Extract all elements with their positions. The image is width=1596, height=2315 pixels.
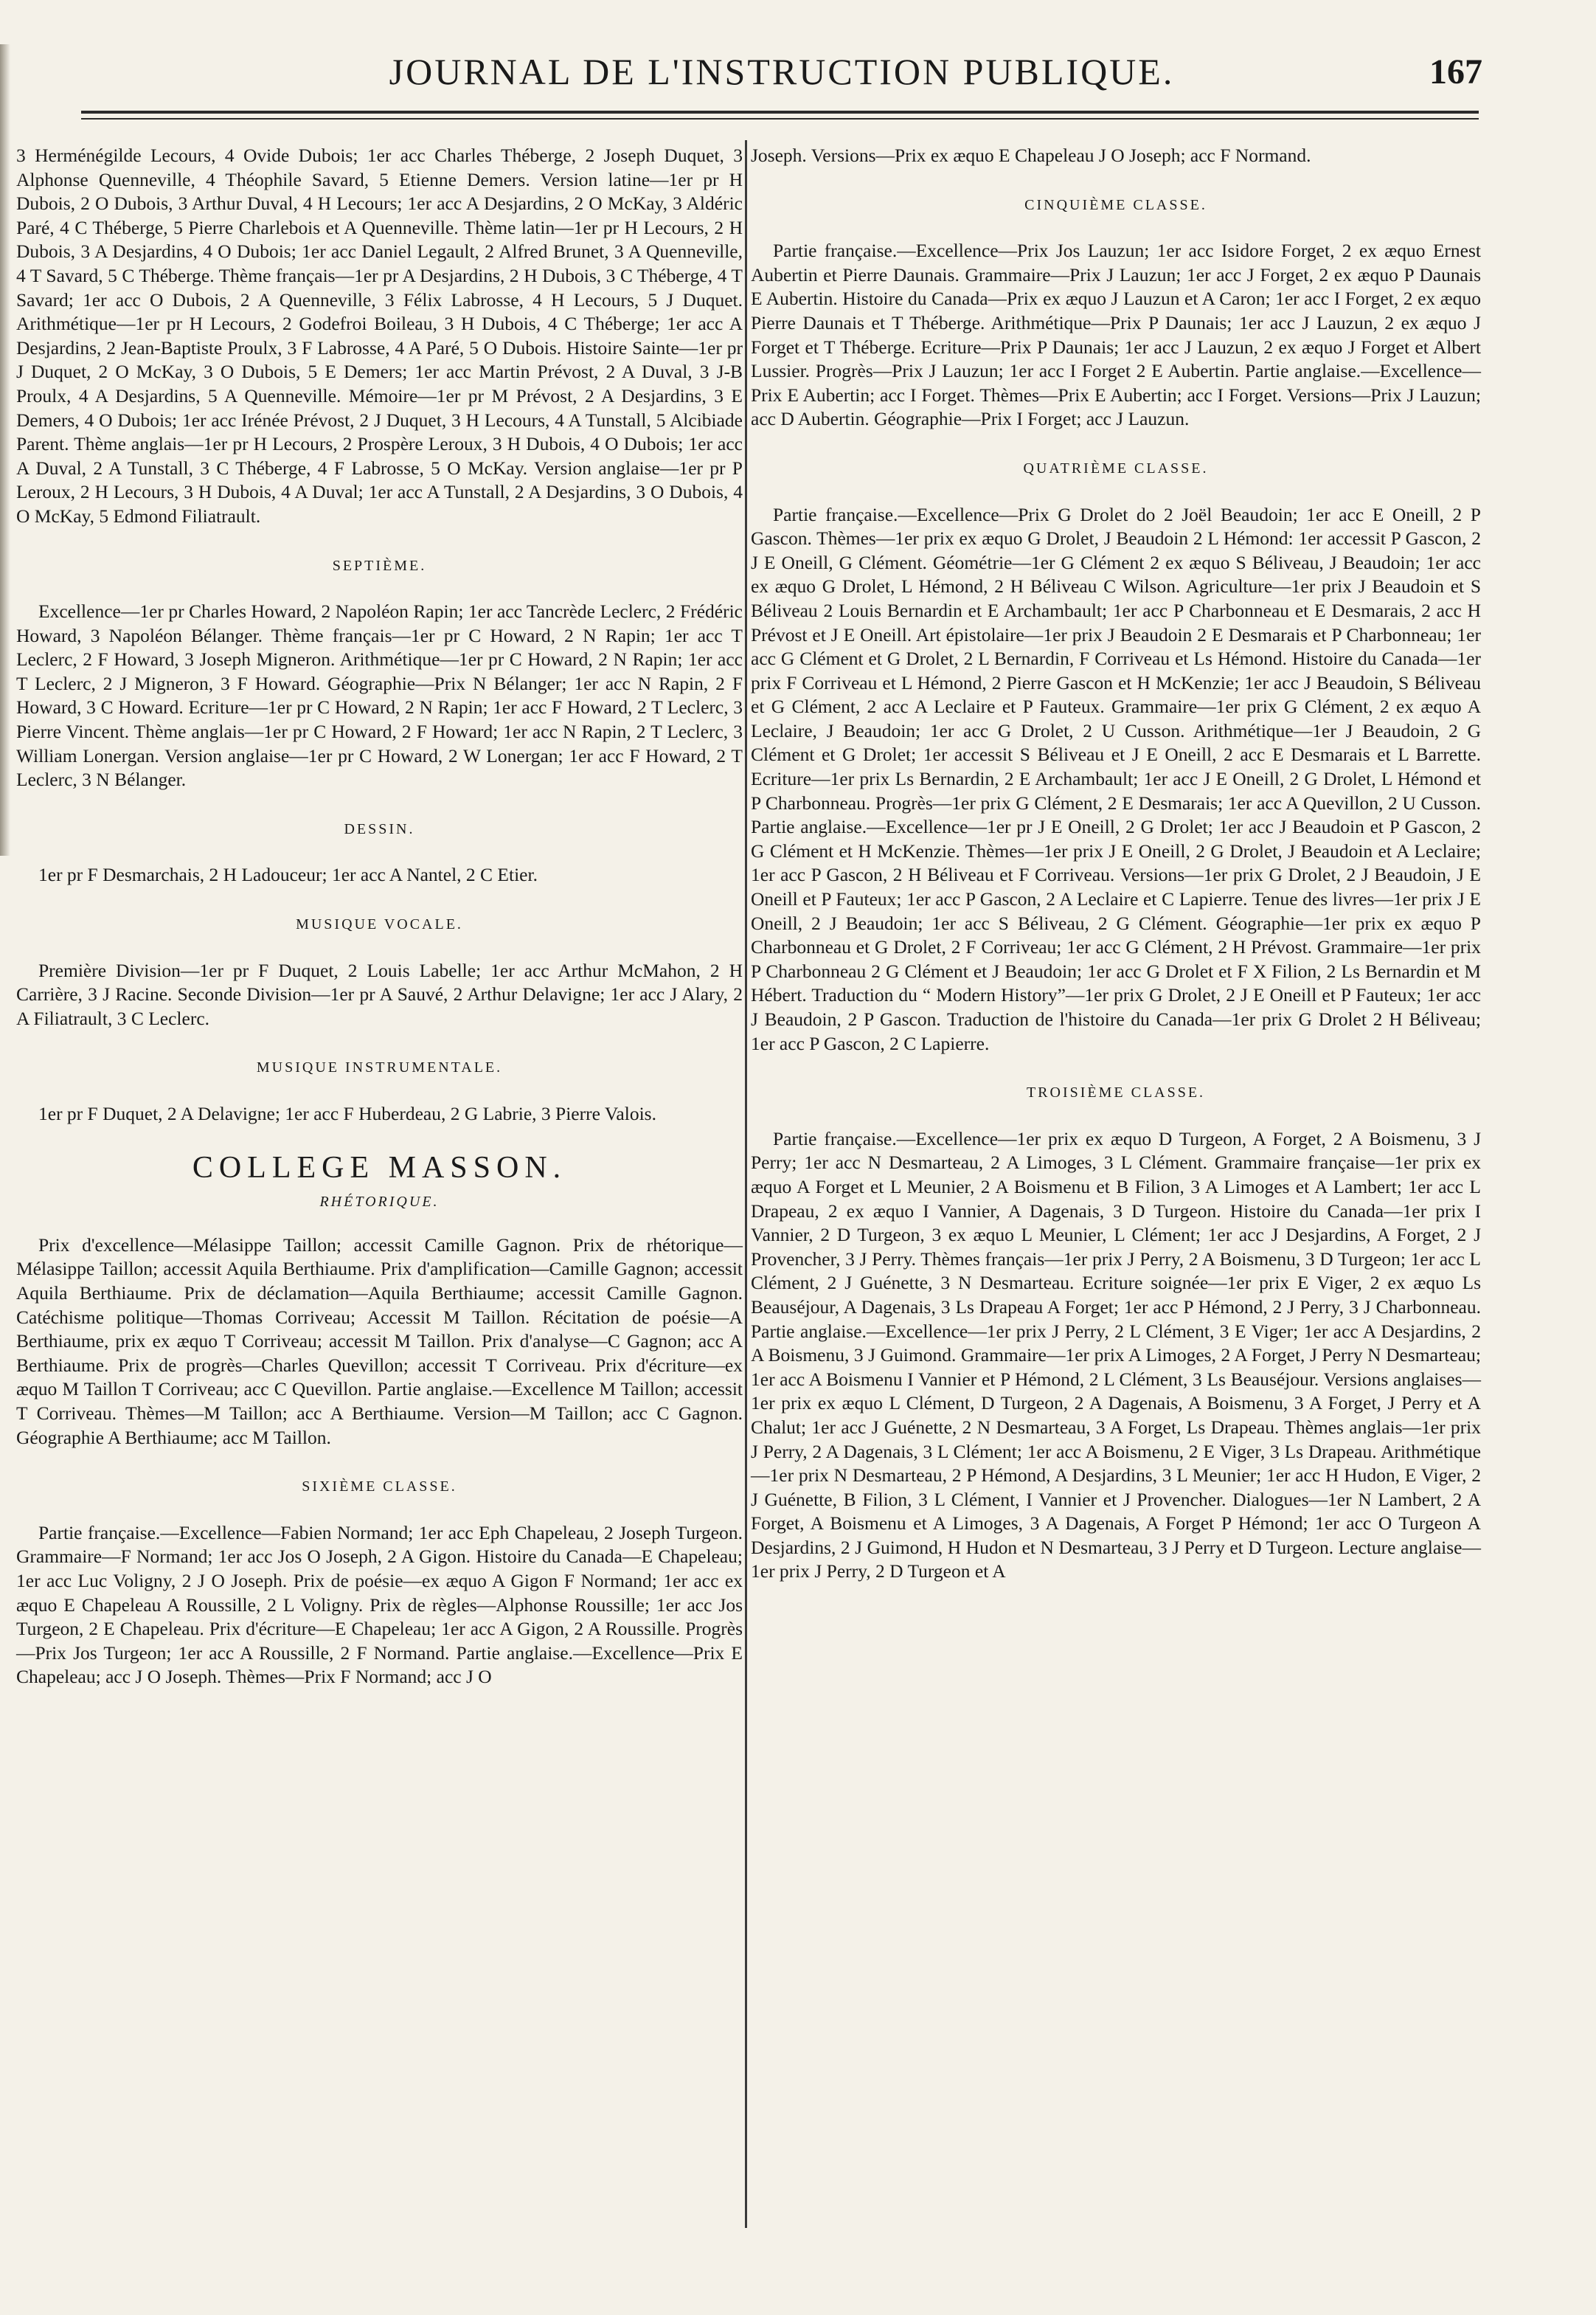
page-header bbox=[81, 43, 1482, 109]
left-column bbox=[16, 144, 743, 1689]
musique-instrumentale-heading: MUSIQUE INSTRUMENTALE. bbox=[256, 1059, 503, 1076]
troisieme-paragraph: Partie française.—Excellence—1er prix ex æquo D Turgeon, A Forget, 2 A Boismenu, 3 J Perry; 1er acc N Desmarteau, 2 A Limoges, 3 L Clément. Grammaire française—1er prix ex æquo A Forget et L Meunier, 2 A Boismenu et B Filion, 3 A Limoges et A Lambert; 1er acc L Drapeau, 2 ex æquo I Vannier, A Dagenais, 3 D Turgeon. Histoire du Canada—1er prix I Vannier, 2 D Turgeon, 3 ex æquo L Meunier, L Clément; 1er acc J Desjardins, A Forget, 2 J Provencher, 3 J Perry. Thèmes français—1er prix J Perry, 2 A Boismenu, 3 D Turgeon; 1er acc L Clément, 2 J Guénette, 3 N Desmarteau. Ecriture soignée—1er prix E Viger, 2 ex æquo Ls Beauséjour, A Dagenais, 3 Ls Drapeau A Forget; 1er acc P Hémond, 2 J Perry, 3 J Charbonneau. Partie anglaise.—Excellence—1er prix J Perry, 2 L Clément, 3 E Viger; 1er acc A Desjardins, 2 A Boismenu, 3 J Guimond. Grammaire—1er prix A Limoges, 2 A Forget, J Perry N Desmarteau; 1er acc A Boismenu I Vannier et P Hémond, 2 L Clément, 3 Ls Beauséjour. Versions anglaises—1er prix ex æquo L Clément, D Turgeon, 2 A Dagenais, A Boismenu, 3 A Forget, J Perry et A Chalut; 1er acc J Guénette, 2 N Desmarteau, 3 A Forget, Ls Drapeau. Thèmes anglais—1er prix J Perry, 2 A Dagenais, 3 L Clément; 1er acc A Boismenu, 2 E Viger, 3 Ls Drapeau. Arithmétique—1er prix N Desmarteau, 2 P Hémond, A Desjardins, 3 L Meunier; 1er acc H Hudon, E Viger, 2 J Guénette, B Filion, 3 L Clément, I Vannier et J Provencher. Dialogues—1er N Lambert, 2 A Forget, A Boismenu et A Limoges, 3 A Dagenais, A Forget P Hémond; 1er acc O Turgeon A Desjardins, 2 J Guimond, H Hudon et N Desmarteau, 3 J Perry et D Turgeon. Lecture anglaise—1er prix J Perry, 2 D Turgeon et A bbox=[751, 1127, 1481, 1582]
septieme-paragraph: Excellence—1er pr Charles Howard, 2 Napoléon Rapin; 1er acc Tancrède Leclerc, 2 Frédéric Howard, 3 Napoléon Bélanger. Thème français—1er pr C Howard, 2 N Rapin; 1er acc T Leclerc, 2 F Howard, 3 Joseph Migneron. Arithmétique—1er pr C Howard, 2 N Rapin; 1er acc T Leclerc, 2 J Migneron, 3 F Howard. Géographie—Prix N Bélanger; 1er acc N Rapin, 2 F Howard, 3 C Howard. Ecriture—1er pr C Howard, 2 N Rapin; 1er acc F Howard, 2 T Leclerc, 3 Pierre Vincent. Thème anglais—1er pr C Howard, 2 F Howard; 1er acc N Rapin, 2 T Leclerc, 3 William Lonergan. Version anglaise—1er pr C Howard, 2 W Lonergan; 1er acc F Howard, 2 T Leclerc, 3 N Bélanger. bbox=[16, 601, 743, 791]
rhetorique-heading: RHÉTORIQUE. bbox=[319, 1194, 440, 1211]
right-intro-paragraph: Joseph. Versions—Prix ex æquo E Chapeleau J O Joseph; acc F Normand. bbox=[751, 145, 1311, 166]
cinquieme-paragraph: Partie française.—Excellence—Prix Jos Lauzun; 1er acc Isidore Forget, 2 ex æquo Ernest Aubertin et Pierre Daunais. Grammaire—Prix J Lauzun; 1er acc J Forget, 2 ex æquo P Daunais E Aubertin. Histoire du Canada—Prix ex æquo J Lauzun et A Caron; 1er acc I Forget, 2 ex æquo Pierre Daunais et T Théberge. Arithmétique—Prix P Daunais; 1er acc J Lauzun, 2 ex æquo J Forget et T Théberge. Ecriture—Prix P Daunais; 1er acc J Lauzun, 2 ex æquo J Forget et Albert Lussier. Progrès—Prix J Lauzun; 1er acc I Forget 2 E Aubertin. Partie anglaise.—Excellence—Prix E Aubertin; acc I Forget. Thèmes—Prix E Aubertin; acc I Forget. Versions—Prix J Lauzun; acc D Aubertin. Géographie—Prix I Forget; acc J Lauzun. bbox=[751, 240, 1481, 430]
journal-title: JOURNAL DE L'INSTRUCTION PUBLIQUE. bbox=[389, 51, 1175, 92]
dessin-heading: DESSIN. bbox=[344, 820, 415, 837]
musique-vocale-heading: MUSIQUE VOCALE. bbox=[296, 916, 463, 933]
septieme-heading: SEPTIÈME. bbox=[332, 557, 427, 574]
quatrieme-heading: QUATRIÈME CLASSE. bbox=[1023, 460, 1209, 477]
musique-instrumentale-paragraph: 1er pr F Duquet, 2 A Delavigne; 1er acc F Huberdeau, 2 G Labrie, 3 Pierre Valois. bbox=[38, 1103, 656, 1124]
rhetorique-paragraph: Prix d'excellence—Mélasippe Taillon; accessit Camille Gagnon. Prix de rhétorique—Mélasippe Taillon; accessit Aquila Berthiaume. Prix d'amplification—Camille Gagnon; accessit Aquila Berthiaume. Prix de déclamation—Aquila Berthiaume; accessit Camille Gagnon. Catéchisme politique—Thomas Corriveau; Accessit M Taillon. Récitation de poésie—A Berthiaume, prix ex æquo T Corriveau; accessit M Taillon. Prix d'analyse—C Gagnon; acc A Berthiaume. Prix de progrès—Charles Quevillon; accessit T Corriveau. Prix d'écriture—ex æquo M Taillon T Corriveau; acc C Quevillon. Partie anglaise.—Excellence M Taillon; accessit T Corriveau. Thèmes—M Taillon; acc A Berthiaume. Version—M Taillon; acc C Gagnon. Géographie A Berthiaume; acc M Taillon. bbox=[16, 1233, 743, 1448]
header-rule-thin bbox=[81, 118, 1479, 120]
college-masson-heading: COLLEGE MASSON. bbox=[192, 1150, 567, 1185]
troisieme-heading: TROISIÈME CLASSE. bbox=[1026, 1084, 1206, 1101]
sixieme-paragraph: Partie française.—Excellence—Fabien Normand; 1er acc Eph Chapeleau, 2 Joseph Turgeon. Grammaire—F Normand; 1er acc Jos O Joseph, 2 A Gigon. Histoire du Canada—E Chapeleau; 1er acc Luc Voligny, 2 J O Joseph. Prix de poésie—ex æquo A Gigon F Normand; 1er acc ex æquo E Chapeleau A Roussille, 2 L Voligny. Prix de règles—Alphonse Roussille; 1er acc Jos Turgeon, 2 E Chapeleau. Prix d'écriture—E Chapeleau; 1er acc A Gigon, 2 A Roussille. Progrès—Prix Jos Turgeon; 1er acc A Roussille, 2 F Normand. Partie anglaise.—Excellence—Prix E Chapeleau; acc J O Joseph. Thèmes—Prix F Normand; acc J O bbox=[16, 1521, 743, 1688]
musique-vocale-paragraph: Première Division—1er pr F Duquet, 2 Louis Labelle; 1er acc Arthur McMahon, 2 H Carrière, 3 J Racine. Seconde Division—1er pr A Sauvé, 2 Arthur Delavigne; 1er acc J Alary, 2 A Filiatrault, 3 C Leclerc. bbox=[16, 959, 743, 1029]
left-intro-paragraph: 3 Herménégilde Lecours, 4 Ovide Dubois; 1er acc Charles Théberge, 2 Joseph Duquet, 3 Alphonse Quenneville, 4 Théophile Savard, 5 Etienne Demers. Version latine—1er pr H Dubois, 2 O Dubois, 3 Arthur Duval, 4 H Lecours; 1er acc A Desjardins, 2 O McKay, 3 Aldéric Paré, 4 C Théberge, 5 Pierre Charlebois et A Quenneville. Thème latin—1er pr H Lecours, 2 H Dubois, 3 A Desjardins, 4 O Dubois; 1er acc Daniel Legault, 2 Alfred Brunet, 3 A Quenneville, 4 T Savard, 5 C Théberge. Thème français—1er pr A Desjardins, 2 H Dubois, 3 C Théberge, 4 T Savard; 1er acc O Dubois, 2 A Quenneville, 3 Félix Labrosse, 4 H Lecours, 5 J Duquet. Arithmétique—1er pr H Lecours, 2 Godefroi Boileau, 3 H Dubois, 4 C Théberge; 1er acc A Desjardins, 2 Jean-Baptiste Proulx, 3 F Labrosse, 4 A Paré, 5 O Dubois. Histoire Sainte—1er pr J Duquet, 2 O McKay, 3 O Dubois, 5 E Demers; 1er acc Martin Prévost, 2 A Duval, 3 J-B Proulx, 4 A Desjardins, 5 A Quenneville. Mémoire—1er pr M Prévost, 2 A Desjardins, 3 E Demers, 4 O Dubois; 1er acc Irénée Prévost, 2 J Duquet, 3 H Lecours, 4 A Tunstall, 5 Alcibiade Parent. Thème anglais—1er pr H Lecours, 2 Prospère Leroux, 3 H Dubois, 4 O Dubois; 1er acc A Duval, 2 A Tunstall, 3 C Théberge, 4 F Labrosse, 5 O McKay. Version anglaise—1er pr P Leroux, 2 H Lecours, 3 H Dubois, 4 A Duval; 1er acc A Tunstall, 2 A Desjardins, 3 O Dubois, 4 O McKay, 5 Edmond Filiatrault. bbox=[16, 145, 743, 527]
quatrieme-paragraph: Partie française.—Excellence—Prix G Drolet do 2 Joël Beaudoin; 1er acc E Oneill, 2 P Gascon. Thèmes—1er prix ex æquo G Drolet, J Beaudoin 2 L Hémond: 1er accessit P Gascon, 2 J E Oneill, G Clément. Géométrie—1er G Clément 2 ex æquo S Béliveau, J Beaudoin; 1er acc ex æquo G Drolet, L Hémond, 2 H Béliveau C Wilson. Agriculture—1er prix J Beaudoin et S Béliveau 2 Louis Bernardin et E Archambault; 1er acc P Charbonneau et E Desmarais, 2 acc H Prévost et J E Oneill. Art épistolaire—1er prix J Beaudoin 2 E Desmarais et P Charbonneau; 1er acc G Clément et G Drolet, 2 L Bernardin, F Corriveau et Ls Hémond. Histoire du Canada—1er prix F Corriveau et L Hémond, 2 Pierre Gascon et H McKenzie; 1er acc J Beaudoin, S Béliveau et G Clément, 2 acc A Leclaire et P Fauteux. Grammaire—1er prix G Clément, 2 ex æquo A Leclaire, J Beaudoin; 1er acc G Drolet, 2 U Cusson. Arithmétique—1er J Beaudoin, 2 G Clément et G Drolet; 1er accessit S Béliveau et J E Oneill, 2 acc E Desmarais et L Barrette. Ecriture—1er prix Ls Bernardin, 2 E Archambault; 1er acc J E Oneill, 2 G Drolet, L Hémond et P Charbonneau. Progrès—1er prix G Clément, 2 E Desmarais; 1er acc A Quevillon, 2 U Cusson. Partie anglaise.—Excellence—1er pr J E Oneill, 2 G Drolet; 1er acc J Beaudoin et P Gascon, 2 G Clément et H McKenzie. Thèmes—1er prix J E Oneill, 2 G Drolet, J Beaudoin et A Leclaire; 1er acc P Gascon, 2 H Béliveau et F Corriveau. Versions—1er prix G Drolet, 2 J Beaudoin, J E Oneill et P Fauteux; 1er acc P Gascon, 2 A Leclaire et C Lapierre. Tenue des livres—1er prix J E Oneill, 2 J Beaudoin; 1er acc S Béliveau, 2 G Clément. Géographie—1er prix ex æquo P Charbonneau et G Drolet, 2 F Corriveau; 1er acc G Clément, 2 H Prévost. Grammaire—1er prix P Charbonneau 2 G Clément et J Beaudoin; 1er acc G Drolet et F X Filion, 2 Ls Bernardin et M Hébert. Traduction du “ Modern History”—1er prix G Drolet, 2 J E Oneill et P Fauteux; 1er acc J Beaudoin, 2 P Gascon. Traduction de l'histoire du Canada—1er prix G Drolet 2 H Béliveau; 1er acc P Gascon, 2 C Lapierre. bbox=[751, 503, 1481, 1054]
cinquieme-heading: CINQUIÈME CLASSE. bbox=[1024, 196, 1207, 213]
header-rule-thick bbox=[81, 111, 1479, 114]
dessin-paragraph: 1er pr F Desmarchais, 2 H Ladouceur; 1er acc A Nantel, 2 C Etier. bbox=[38, 864, 538, 886]
right-column bbox=[751, 144, 1481, 1584]
page-number: 167 bbox=[1429, 52, 1482, 91]
page-edge-shadow bbox=[0, 44, 10, 856]
column-divider bbox=[745, 140, 747, 2228]
sixieme-heading: SIXIÈME CLASSE. bbox=[302, 1478, 457, 1495]
